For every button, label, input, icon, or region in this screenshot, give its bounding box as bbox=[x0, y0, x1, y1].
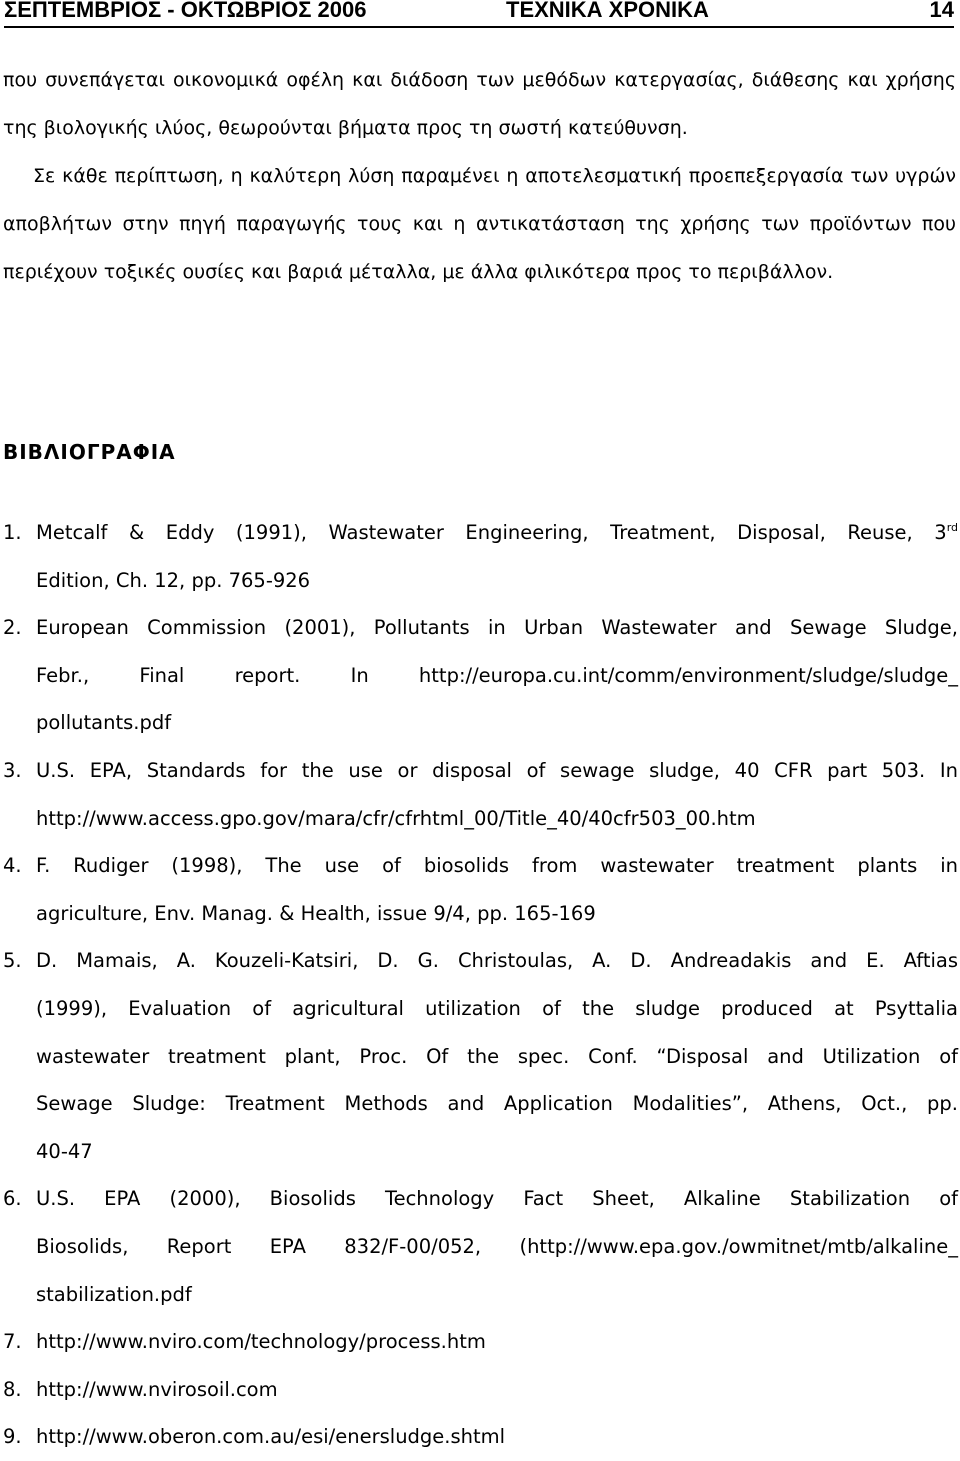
reference-item bbox=[3, 842, 958, 937]
reference-number: 2. bbox=[3, 616, 22, 640]
reference-item bbox=[3, 1366, 958, 1414]
page-number: 14 bbox=[929, 0, 954, 22]
reference-number: 7. bbox=[3, 1330, 22, 1354]
reference-text: Metcalf & Eddy (1991), Wastewater Engineering, Treatment, Disposal, Reuse, 3 bbox=[36, 521, 947, 544]
reference-line: F. Rudiger (1998), The use of biosolids from wastewater treatment plants in bbox=[36, 854, 958, 878]
reference-line: U.S. EPA (2000), Biosolids Technology Fact Sheet, Alkaline Stabilization of bbox=[36, 1187, 958, 1211]
reference-item bbox=[3, 937, 958, 1175]
page-header bbox=[4, 0, 954, 28]
reference-line: Sewage Sludge: Treatment Methods and Application Modalities”, Athens, Oct., pp. bbox=[36, 1092, 958, 1116]
reference-item bbox=[3, 509, 958, 604]
reference-line: (1999), Evaluation of agricultural utilization of the sludge produced at Psyttalia bbox=[36, 996, 958, 1020]
reference-url[interactable]: http://www.nviro.com/technology/process.htm bbox=[36, 1330, 486, 1354]
reference-url[interactable]: http://www.oberon.com.au/esi/enersludge.shtml bbox=[36, 1425, 506, 1449]
reference-item bbox=[3, 1175, 958, 1318]
reference-number: 3. bbox=[3, 758, 22, 782]
reference-list bbox=[3, 509, 958, 1461]
reference-item bbox=[3, 747, 958, 842]
reference-url[interactable]: http://www.nvirosoil.com bbox=[36, 1377, 278, 1401]
reference-line: D. Mamais, A. Kouzeli-Katsiri, D. G. Christoulas, A. D. Andreadakis and E. Aftias bbox=[36, 949, 958, 973]
reference-item bbox=[3, 604, 958, 747]
reference-line: U.S. EPA, Standards for the use or disposal of sewage sludge, 40 CFR part 503. In bbox=[36, 758, 958, 782]
reference-number: 6. bbox=[3, 1187, 22, 1211]
ordinal-superscript: rd bbox=[946, 521, 958, 534]
reference-item bbox=[3, 1413, 958, 1461]
reference-line: wastewater treatment plant, Proc. Of the spec. Conf. “Disposal and Utilization of bbox=[36, 1044, 958, 1068]
reference-item bbox=[3, 1318, 958, 1366]
reference-line: Biosolids, Report EPA 832/F-00/052, (http://www.epa.gov./owmitnet/mtb/alkaline_ bbox=[36, 1234, 958, 1258]
body-paragraph-continued: που συνεπάγεται οικονομικά οφέλη και διάδοση των μεθόδων κατεργασίας, διάθεσης και χρήσης της βιολογικής ιλύος, θεωρούνται βήματα προς τη σωστή κατεύθυνση. bbox=[3, 69, 956, 139]
bibliography-heading: ΒΙΒΛΙΟΓΡΑΦΙΑ bbox=[3, 440, 176, 464]
reference-line: Edition, Ch. 12, pp. 765-926 bbox=[36, 568, 311, 592]
reference-number: 5. bbox=[3, 949, 22, 973]
reference-line: European Commission (2001), Pollutants in Urban Wastewater and Sewage Sludge, bbox=[36, 616, 958, 640]
reference-line: http://www.access.gpo.gov/mara/cfr/cfrhtml_00/Title_40/40cfr503_00.htm bbox=[36, 806, 756, 830]
reference-number: 9. bbox=[3, 1425, 22, 1449]
reference-line: stabilization.pdf bbox=[36, 1282, 192, 1306]
reference-line: pollutants.pdf bbox=[36, 711, 172, 735]
reference-line: 40-47 bbox=[36, 1139, 93, 1163]
reference-line bbox=[36, 509, 958, 557]
reference-line: Febr., Final report. In http://europa.cu.int/comm/environment/sludge/sludge_ bbox=[36, 663, 958, 687]
reference-number: 8. bbox=[3, 1377, 22, 1401]
reference-number: 4. bbox=[3, 854, 22, 878]
journal-issue-date: ΣΕΠΤΕΜΒΡΙΟΣ - ΟΚΤΩΒΡΙΟΣ 2006 bbox=[4, 0, 367, 22]
reference-line: agriculture, Env. Manag. & Health, issue 9/4, pp. 165-169 bbox=[36, 901, 596, 925]
body-paragraph-conclusion: Σε κάθε περίπτωση, η καλύτερη λύση παραμένει η αποτελεσματική προεπεξεργασία των υγρών αποβλήτων στην πηγή παραγωγής τους και η αντικατάσταση της χρήσης των προϊόντων που περιέχουν τοξικές ουσίες και βαριά μέταλλα, με άλλα φιλικότερα προς το περιβάλλον. bbox=[3, 165, 956, 283]
journal-title: ΤΕΧΝΙΚΑ ΧΡΟΝΙΚΑ bbox=[506, 0, 709, 22]
reference-number: 1. bbox=[3, 521, 22, 544]
